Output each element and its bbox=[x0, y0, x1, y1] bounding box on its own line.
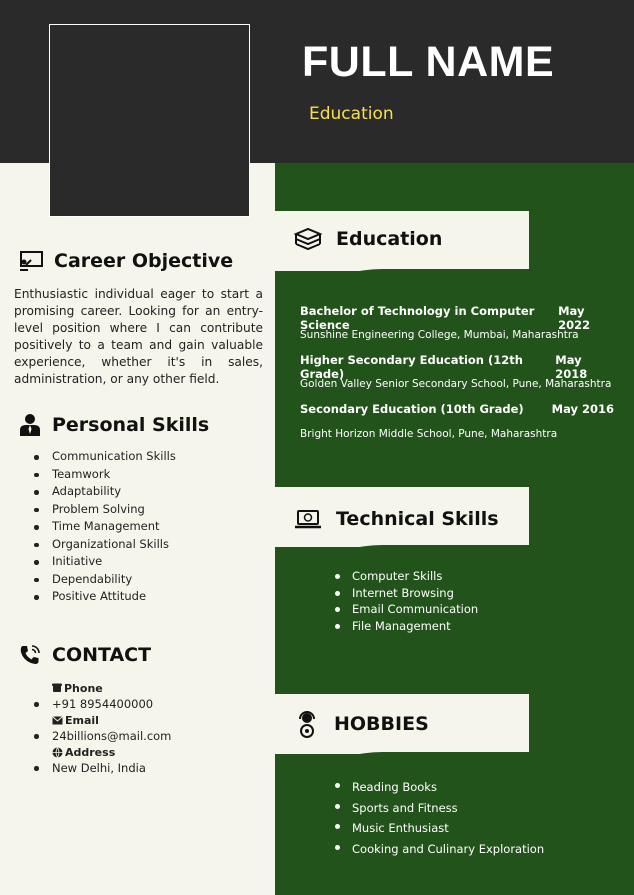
hobbies-title: HOBBIES bbox=[334, 713, 429, 735]
hobbies-heading bbox=[294, 710, 429, 738]
phone-number: +91 8954400000 bbox=[52, 696, 171, 712]
contact-details bbox=[52, 680, 171, 776]
education-school: Golden Valley Senior Secondary School, Pune, Maharashtra bbox=[300, 378, 612, 390]
education-title: Education bbox=[336, 228, 443, 250]
education-school: Sunshine Engineering College, Mumbai, Maharashtra bbox=[300, 329, 579, 341]
address-label bbox=[52, 744, 171, 760]
education-degree: Higher Secondary Education (12th Grade) bbox=[300, 353, 523, 381]
address-label-text: Address bbox=[65, 745, 116, 759]
contact-title: CONTACT bbox=[52, 644, 152, 666]
list-item: Time Management bbox=[52, 518, 176, 536]
list-item: Reading Books bbox=[352, 777, 544, 798]
phone-label-text: Phone bbox=[64, 681, 103, 695]
globe-icon bbox=[52, 747, 63, 758]
list-item: Dependability bbox=[52, 571, 176, 589]
personal-skills-title: Personal Skills bbox=[52, 414, 210, 436]
list-item: Teamwork bbox=[52, 466, 176, 484]
list-item: Email Communication bbox=[352, 602, 479, 616]
list-item: Initiative bbox=[52, 553, 176, 571]
list-item: Adaptability bbox=[52, 483, 176, 501]
list-item: Music Enthusiast bbox=[352, 818, 544, 839]
list-item: Communication Skills bbox=[52, 448, 176, 466]
education-degree: Secondary Education (10th Grade) bbox=[300, 402, 524, 416]
career-objective-heading bbox=[18, 250, 233, 272]
list-item: Cooking and Culinary Exploration bbox=[352, 839, 544, 860]
technical-skills-title: Technical Skills bbox=[336, 508, 499, 530]
education-date: May 2018 bbox=[555, 353, 588, 381]
personal-skills-heading bbox=[18, 413, 209, 437]
address-value: New Delhi, India bbox=[52, 760, 171, 776]
personal-skills-list bbox=[52, 448, 176, 606]
list-item: Computer Skills bbox=[352, 568, 478, 585]
phone-label bbox=[52, 680, 171, 696]
education-date: May 2022 bbox=[558, 304, 591, 332]
presentation-board-icon bbox=[18, 250, 44, 272]
list-item: Internet Browsing bbox=[352, 585, 478, 602]
education-heading bbox=[294, 226, 442, 252]
envelope-icon bbox=[52, 716, 63, 725]
list-item: Sports and Fitness bbox=[352, 798, 544, 819]
education-date: May 2016 bbox=[551, 402, 614, 416]
phone-icon bbox=[18, 643, 42, 667]
email-address: 24billions@mail.com bbox=[52, 729, 172, 743]
headset-person-icon bbox=[294, 710, 320, 738]
list-item: Positive Attitude bbox=[52, 588, 176, 606]
career-objective-text: Enthusiastic individual eager to start a promising career. Looking for an entry-level position where I can contribute positively to a team and gain valuable experience, whether it's in sales, administration, or any other field. bbox=[14, 287, 263, 386]
list-item: Problem Solving bbox=[52, 501, 176, 519]
email-label bbox=[52, 712, 171, 728]
laptop-icon bbox=[294, 508, 322, 530]
technical-skills-list bbox=[352, 568, 478, 634]
education-degree: Bachelor of Technology in Computer Science bbox=[300, 304, 535, 332]
hobbies-list bbox=[352, 777, 544, 860]
list-item: File Management bbox=[352, 618, 478, 635]
education-entry-2 bbox=[300, 353, 614, 381]
contact-heading bbox=[18, 643, 151, 667]
education-entry-1 bbox=[300, 304, 614, 332]
telephone-icon bbox=[52, 683, 62, 693]
books-icon bbox=[294, 226, 322, 252]
technical-skills-heading bbox=[294, 508, 499, 530]
email-label-text: Email bbox=[65, 713, 99, 727]
full-name: FULL NAME bbox=[302, 38, 555, 86]
person-icon bbox=[18, 413, 42, 437]
education-entry-3 bbox=[300, 402, 614, 416]
profile-photo-frame bbox=[49, 24, 250, 217]
list-item: Organizational Skills bbox=[52, 536, 176, 554]
career-objective-title: Career Objective bbox=[54, 250, 234, 272]
header-subtitle: Education bbox=[309, 104, 394, 124]
education-school: Bright Horizon Middle School, Pune, Maharashtra bbox=[300, 428, 558, 440]
